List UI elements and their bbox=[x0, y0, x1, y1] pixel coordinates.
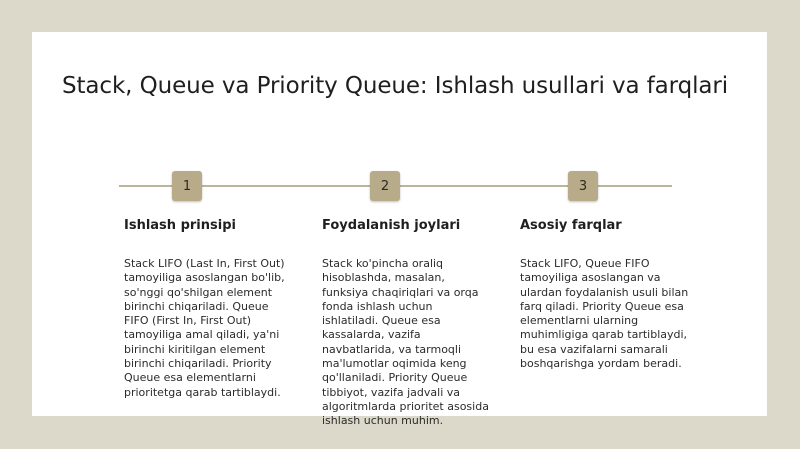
step-marker-1: 1 bbox=[172, 171, 202, 201]
step-column-3 bbox=[520, 218, 690, 371]
step-description: Stack ko'pincha oraliq hisoblashda, masalan, funksiya chaqiriqlari va orqa fonda ishlash uchun ishlatiladi. Queue esa kassalarda, vazifa navbatlarida, va tarmoqli ma'lumotlar oqimida keng qo'llaniladi. Priority Queue tibbiyot, vazifa jadvali va algoritmlarda prioritet asosida ishlash uchun muhim. bbox=[322, 257, 489, 428]
step-heading: Ishlash prinsipi bbox=[124, 218, 236, 233]
step-heading: Asosiy farqlar bbox=[520, 218, 622, 233]
slide-title: Stack, Queue va Priority Queue: Ishlash usullari va farqlari bbox=[62, 73, 729, 99]
step-description: Stack LIFO (Last In, First Out) tamoyiliga asoslangan bo'lib, so'nggi qo'shilgan element birinchi chiqariladi. Queue FIFO (First In, First Out) tamoyiliga amal qiladi, ya'ni birinchi kiritilgan element birinchi chiqariladi. Priority Queue esa elementlarni prioritetga qarab tartiblaydi. bbox=[124, 257, 285, 399]
step-column-2 bbox=[322, 218, 492, 429]
step-heading: Foydalanish joylari bbox=[322, 218, 461, 233]
step-description: Stack LIFO, Queue FIFO tamoyiliga asoslangan va ulardan foydalanish usuli bilan farq qiladi. Priority Queue esa elementlarni ularning muhimligiga qarab tartiblaydi, bu esa vazifalarni samarali boshqarishga yordam beradi. bbox=[520, 257, 689, 371]
step-marker-2: 2 bbox=[370, 171, 400, 201]
step-marker-3: 3 bbox=[568, 171, 598, 201]
slide bbox=[32, 32, 767, 428]
step-column-1 bbox=[124, 218, 294, 400]
